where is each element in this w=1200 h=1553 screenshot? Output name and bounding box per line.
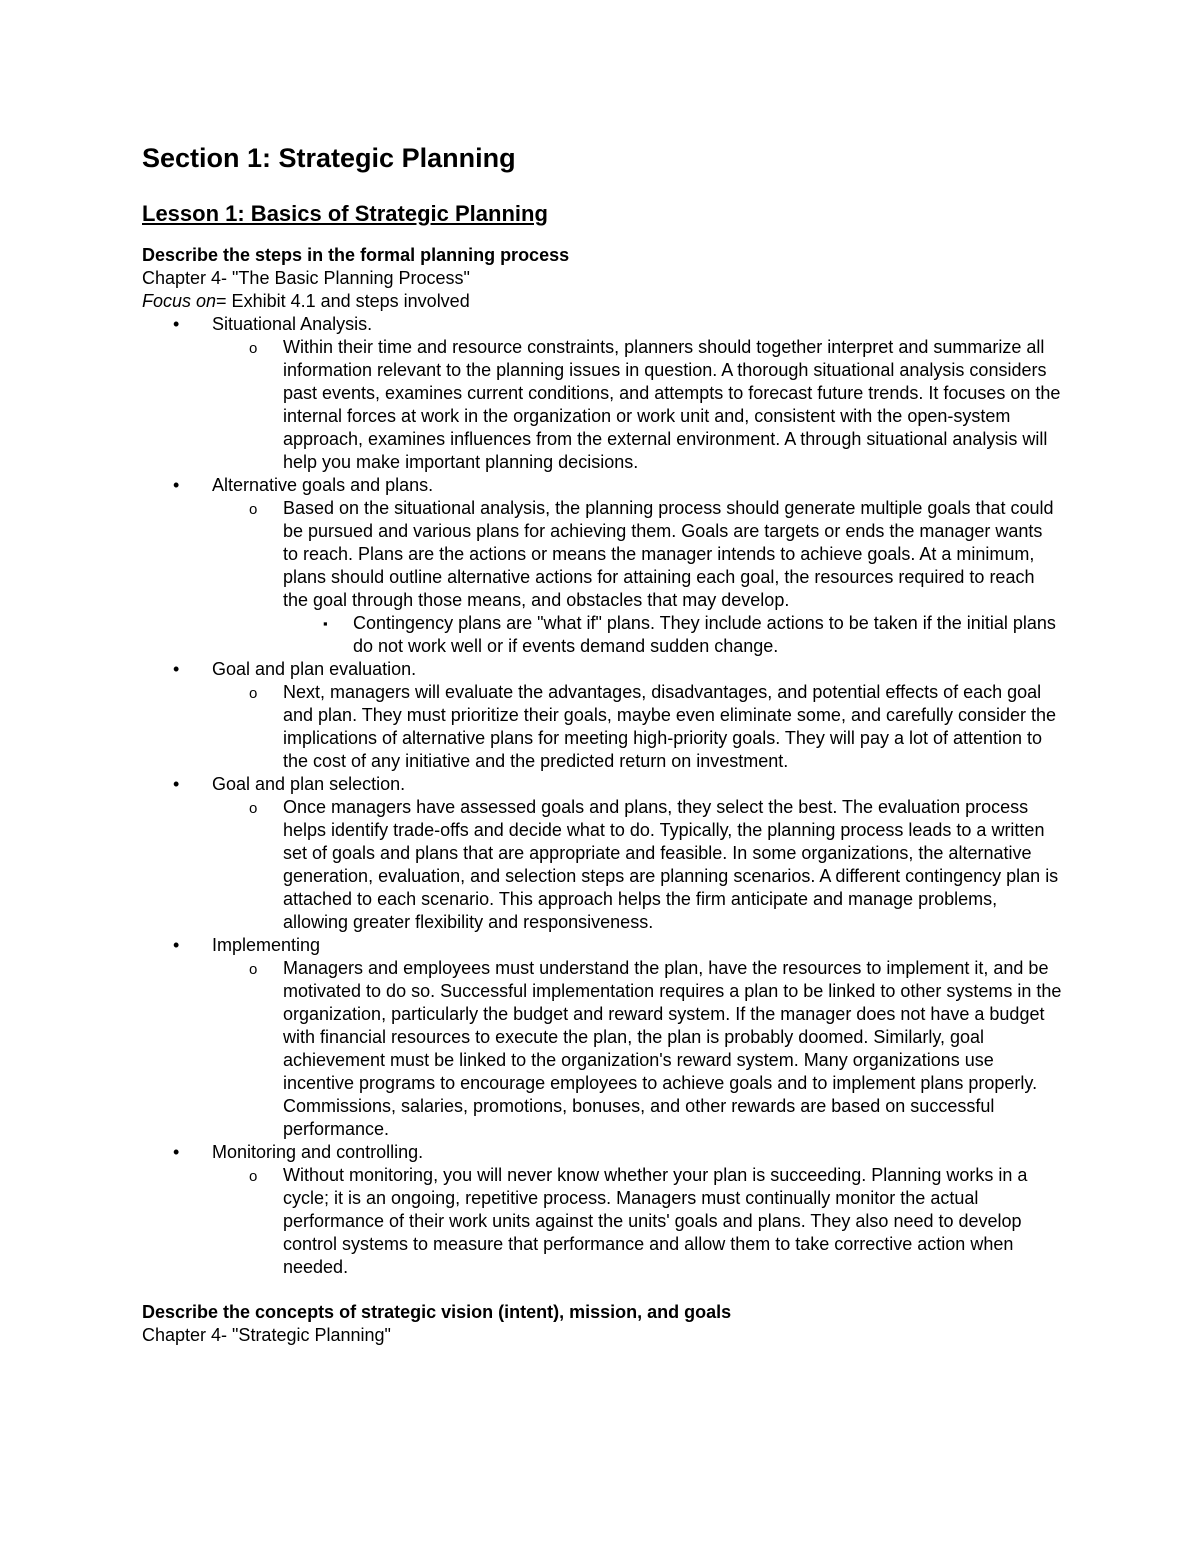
step-detail: o Next, managers will evaluate the advantages, disadvantages, and potential effects of each goal and plan. They must prioritize their goals, maybe even eliminate some, and carefully consider the implications of alternative plans for meeting high-priority goals. They will pay a lot of attention to the cost of any initiative and the predicted return on investment. [212,681,1062,773]
step-item [142,1141,1062,1279]
topic-heading: Describe the concepts of strategic vision (intent), mission, and goals [142,1302,732,1322]
step-detail-list [212,957,1062,1141]
step-label: Monitoring and controlling. [212,1142,424,1162]
step-label: Alternative goals and plans. [212,475,434,495]
step-label: Goal and plan evaluation. [212,659,417,679]
lesson-title: Lesson 1: Basics of Strategic Planning [142,201,548,226]
step-detail-list [212,1164,1062,1279]
focus-line [142,290,1062,313]
step-detail-list [212,497,1062,658]
step-detail-list [212,681,1062,773]
step-detail: Based on the situational analysis, the planning process should generate multiple goals that could be pursued and various plans for achieving them. Goals are targets or ends the manager wants to reach. Plans are the actions or means the manager intends to achieve goals. At a minimum, plans should outline alternative actions for attaining each goal, the resources required to reach the goal through those means, and obstacles that may develop. [283,498,1054,610]
document-content [142,140,1062,1347]
step-detail: o Managers and employees must understand the plan, have the resources to implement it, and be motivated to do so. Successful implementation requires a plan to be linked to other systems in the organization, particularly the budget and reward system. If the manager does not have a budget with financial resources to execute the plan, the plan is probably doomed. Similarly, goal achievement must be linked to the organization's reward system. Many organizations use incentive programs to encourage employees to achieve goals and to implement plans properly. Commissions, salaries, promotions, bonuses, and other rewards are based on successful performance. [212,957,1062,1141]
step-detail: o Once managers have assessed goals and plans, they select the best. The evaluation process helps identify trade-offs and decide what to do. Typically, the planning process leads to a written set of goals and plans that are appropriate and feasible. In some organizations, the alternative generation, evaluation, and selection steps are planning scenarios. A different contingency plan is attached to each scenario. This approach helps the firm anticipate and manage problems, allowing greater flexibility and responsiveness. [212,796,1062,934]
step-item [142,658,1062,773]
step-label: Goal and plan selection. [212,774,406,794]
step-label: Implementing [212,935,321,955]
step-label: Situational Analysis. [212,314,373,334]
step-detail-list [212,336,1062,474]
section-title: Section 1: Strategic Planning [142,143,516,173]
sub-detail-list [283,612,1062,658]
step-item [142,934,1062,1141]
topic-heading: Describe the steps in the formal planning process [142,245,570,265]
step-detail: o Without monitoring, you will never know whether your plan is succeeding. Planning works in a cycle; it is an ongoing, repetitive process. Managers must continually monitor the actual performance of their work units against the units' goals and plans. They also need to develop control systems to measure that performance and allow them to take corrective action when needed. [212,1164,1062,1279]
step-detail-list [212,796,1062,934]
planning-steps-list [142,313,1062,1279]
step-detail: o Within their time and resource constraints, planners should together interpret and summarize all information relevant to the planning issues in question. A thorough situational analysis considers past events, examines current conditions, and attempts to forecast future trends. It focuses on the internal forces at work in the organization or work unit and, consistent with the open-system approach, examines influences from the external environment. A through situational analysis will help you make important planning decisions. [212,336,1062,474]
step-item [142,313,1062,474]
step-item [142,474,1062,658]
focus-text: = Exhibit 4.1 and steps involved [216,291,470,311]
focus-label: Focus on [142,291,217,311]
step-detail-container [212,497,1062,658]
chapter-reference: Chapter 4- "The Basic Planning Process" [142,268,470,288]
chapter-reference: Chapter 4- "Strategic Planning" [142,1325,391,1345]
step-item [142,773,1062,934]
sub-detail: ▪ Contingency plans are "what if" plans. They include actions to be taken if the initial plans do not work well or if events demand sudden change. [283,612,1062,658]
